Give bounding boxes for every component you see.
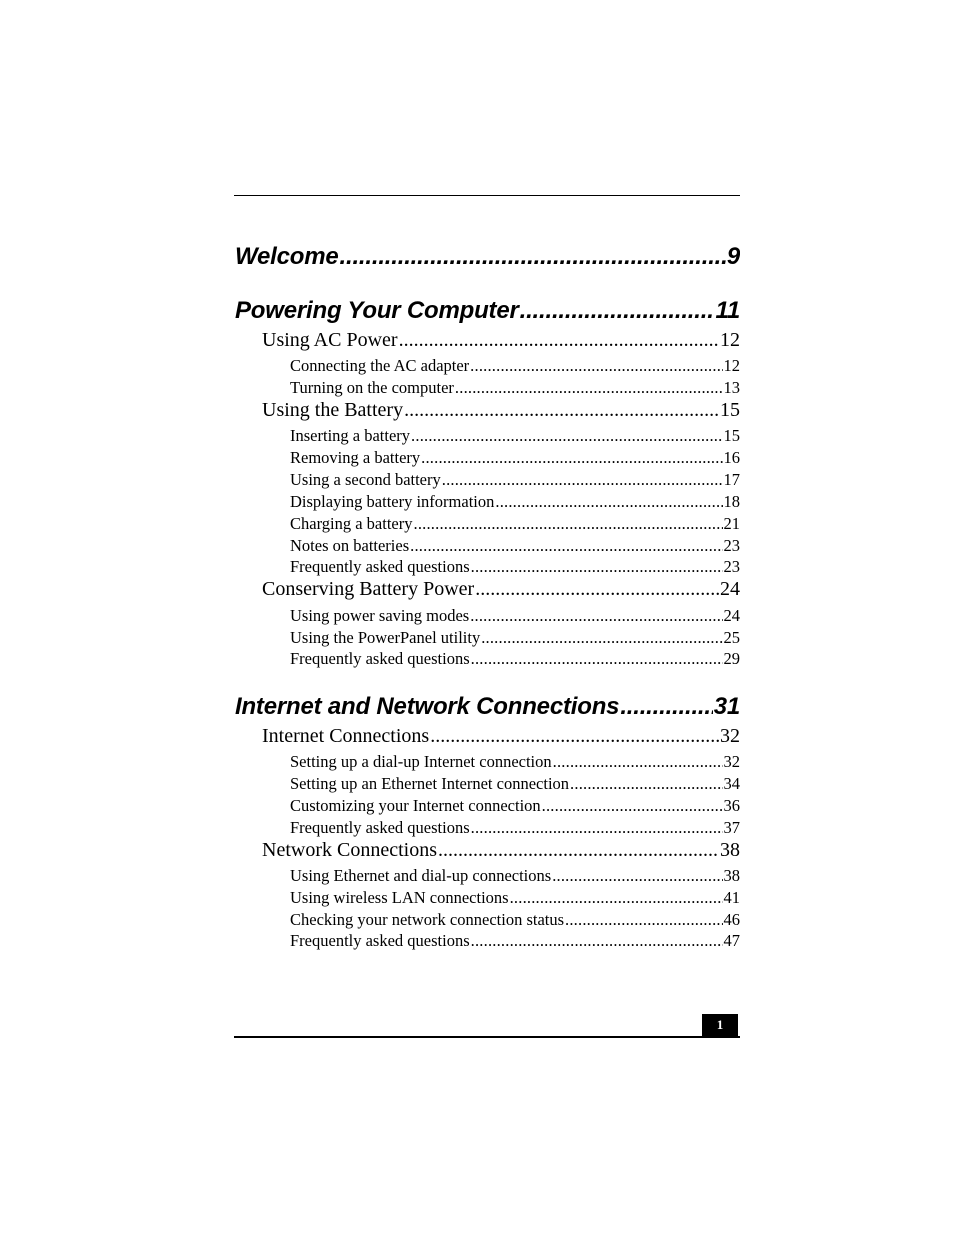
toc-entry-title: Using wireless LAN connections: [290, 888, 509, 907]
toc-chapter-internet-network[interactable]: [235, 693, 740, 727]
toc-entry-title: Frequently asked questions: [290, 557, 470, 576]
toc-subsection[interactable]: [290, 796, 740, 818]
toc-section-using-battery[interactable]: [262, 399, 740, 425]
toc-subsection[interactable]: [290, 910, 740, 932]
dot-leader: [475, 578, 719, 601]
toc-subsection[interactable]: [290, 492, 740, 514]
dot-leader: [542, 796, 723, 816]
toc-subsection[interactable]: [290, 536, 740, 558]
toc-entry-title: Using Ethernet and dial-up connections: [290, 866, 552, 885]
dot-leader: [620, 693, 712, 721]
toc-subsection[interactable]: [290, 888, 740, 910]
toc-chapter-powering[interactable]: [235, 297, 740, 331]
toc-subsection[interactable]: [290, 356, 740, 378]
toc-page-number: 34: [723, 774, 740, 793]
dot-leader: [553, 752, 723, 772]
toc-subsection[interactable]: [290, 557, 740, 579]
dot-leader: [438, 839, 719, 862]
toc-entry-title: Frequently asked questions: [290, 931, 470, 950]
toc-entry-title: Welcome: [235, 243, 339, 270]
toc-section-using-ac-power[interactable]: [262, 329, 740, 355]
dot-leader: [430, 725, 719, 748]
toc-subsection[interactable]: [290, 426, 740, 448]
dot-leader: [470, 356, 722, 376]
toc-entry-title: Powering Your Computer: [235, 297, 519, 324]
toc-page-number: 46: [723, 910, 740, 929]
toc-entry-title: Customizing your Internet connection: [290, 796, 541, 815]
toc-entry-title: Setting up an Ethernet Internet connection: [290, 774, 570, 793]
toc-entry-title: Turning on the computer: [290, 378, 454, 397]
toc-subsection[interactable]: [290, 752, 740, 774]
toc-section-internet-connections[interactable]: [262, 725, 740, 751]
dot-leader: [552, 866, 722, 886]
toc-entry-title: Notes on batteries: [290, 536, 410, 555]
dot-leader: [470, 606, 722, 626]
toc-page-number: 23: [723, 557, 740, 576]
toc-entry-title: Charging a battery: [290, 514, 413, 533]
toc-entry-title: Setting up a dial-up Internet connection: [290, 752, 552, 771]
dot-leader: [421, 448, 722, 468]
toc-subsection[interactable]: [290, 818, 740, 840]
toc-page-number: 31: [713, 693, 740, 720]
toc-page-number: 23: [723, 536, 740, 555]
dot-leader: [471, 931, 723, 951]
bottom-rule: [234, 1036, 740, 1038]
dot-leader: [404, 399, 719, 422]
toc-page-number: 32: [720, 725, 740, 747]
dot-leader: [510, 888, 723, 908]
toc-page-number: 38: [720, 839, 740, 861]
dot-leader: [481, 628, 722, 648]
toc-page-number: 21: [723, 514, 740, 533]
toc-entry-title: Displaying battery information: [290, 492, 495, 511]
toc-page-number: 47: [723, 931, 740, 950]
toc-page-number: 11: [715, 297, 740, 324]
toc-page-number: 17: [723, 470, 740, 489]
toc-page-number: 36: [723, 796, 740, 815]
toc-entry-title: Internet Connections: [262, 725, 430, 747]
toc-page-number: 38: [723, 866, 740, 885]
dot-leader: [442, 470, 723, 490]
dot-leader: [455, 378, 723, 398]
toc-subsection[interactable]: [290, 378, 740, 400]
dot-leader: [471, 649, 723, 669]
toc-page-number: 16: [723, 448, 740, 467]
dot-leader: [495, 492, 722, 512]
toc-entry-title: Connecting the AC adapter: [290, 356, 470, 375]
toc-subsection[interactable]: [290, 774, 740, 796]
toc-page-number: 25: [723, 628, 740, 647]
dot-leader: [520, 297, 715, 325]
toc-section-network-connections[interactable]: [262, 839, 740, 865]
dot-leader: [570, 774, 722, 794]
toc-subsection[interactable]: [290, 448, 740, 470]
toc-subsection[interactable]: [290, 628, 740, 650]
toc-page-number: 29: [723, 649, 740, 668]
toc-entry-title: Inserting a battery: [290, 426, 411, 445]
toc-page-number: 32: [723, 752, 740, 771]
toc-page-number: 18: [723, 492, 740, 511]
toc-subsection[interactable]: [290, 931, 740, 953]
page-number-badge: 1: [702, 1014, 738, 1036]
toc-chapter-welcome[interactable]: [235, 243, 740, 277]
toc-entry-title: Using a second battery: [290, 470, 441, 489]
toc-subsection[interactable]: [290, 866, 740, 888]
toc-entry-title: Frequently asked questions: [290, 818, 470, 837]
toc-page-number: 12: [720, 329, 740, 351]
toc-page-number: 37: [723, 818, 740, 837]
dot-leader: [340, 243, 726, 271]
dot-leader: [471, 557, 723, 577]
dot-leader: [410, 536, 722, 556]
toc-entry-title: Using the PowerPanel utility: [290, 628, 481, 647]
toc-entry-title: Checking your network connection status: [290, 910, 565, 929]
dot-leader: [565, 910, 722, 930]
dot-leader: [411, 426, 722, 446]
toc-entry-title: Network Connections: [262, 839, 437, 861]
toc-subsection[interactable]: [290, 514, 740, 536]
toc-entry-title: Conserving Battery Power: [262, 578, 475, 600]
toc-entry-title: Using AC Power: [262, 329, 398, 351]
toc-page-number: 13: [723, 378, 740, 397]
toc-section-conserving-battery[interactable]: [262, 578, 740, 604]
dot-leader: [399, 329, 719, 352]
toc-subsection[interactable]: [290, 649, 740, 671]
toc-entry-title: Using the Battery: [262, 399, 404, 421]
toc-page-number: 15: [723, 426, 740, 445]
toc-page-number: 24: [723, 606, 740, 625]
toc-subsection[interactable]: [290, 470, 740, 492]
toc-page-number: 41: [723, 888, 740, 907]
toc-entry-title: Frequently asked questions: [290, 649, 470, 668]
toc-subsection[interactable]: [290, 606, 740, 628]
toc-page-number: 24: [720, 578, 740, 600]
toc-page-number: 9: [726, 243, 740, 270]
toc-entry-title: Using power saving modes: [290, 606, 470, 625]
toc-page-number: 15: [720, 399, 740, 421]
toc-entry-title: Removing a battery: [290, 448, 421, 467]
dot-leader: [471, 818, 723, 838]
toc-page-number: 12: [723, 356, 740, 375]
dot-leader: [414, 514, 723, 534]
toc-entry-title: Internet and Network Connections: [235, 693, 620, 720]
